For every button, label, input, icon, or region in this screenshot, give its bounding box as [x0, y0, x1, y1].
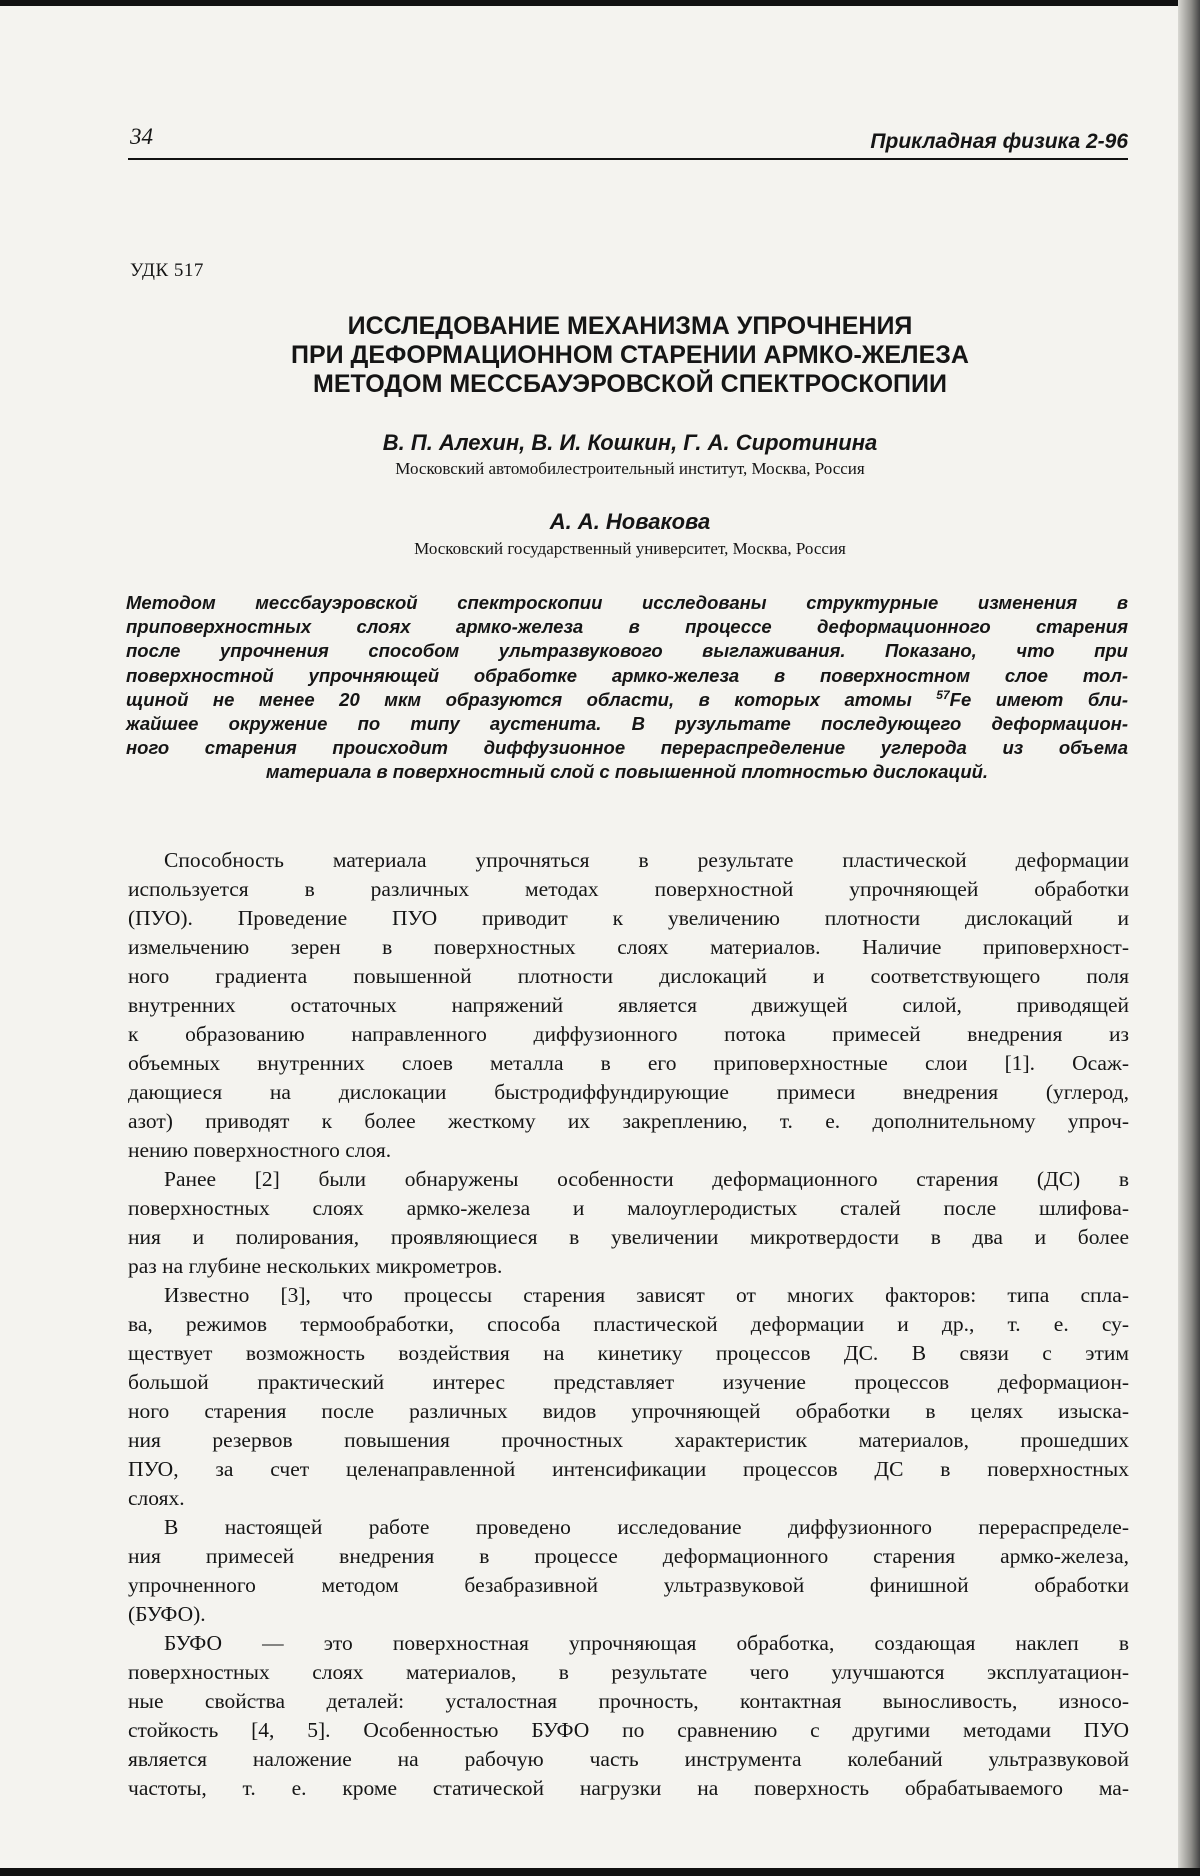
- title-line: ПРИ ДЕФОРМАЦИОННОМ СТАРЕНИИ АРМКО-ЖЕЛЕЗА: [291, 341, 969, 369]
- body-line: ного градиента повышенной плотности дислокаций и соответствующего поля: [128, 964, 1129, 988]
- body-line: В настоящей работе проведено исследование диффузионного перераспределе-: [164, 1515, 1129, 1539]
- abstract: [126, 591, 1128, 785]
- body-line: нению поверхностного слоя.: [128, 1138, 392, 1162]
- body-line: стойкость [4, 5]. Особенностью БУФО по сравнению с другими методами ПУО: [128, 1718, 1129, 1742]
- page-number: 34: [130, 124, 153, 149]
- body-line: дающиеся на дислокации быстродиффундирующие примеси внедрения (углерод,: [128, 1080, 1129, 1104]
- body-line: ществует возможность воздействия на кинетику процессов ДС. В связи с этим: [128, 1341, 1129, 1365]
- body-line: (БУФО).: [128, 1602, 206, 1626]
- running-head: [128, 124, 1128, 160]
- body-line: большой практический интерес представляет изучение процессов деформацион-: [128, 1370, 1129, 1394]
- body-line: Известно [3], что процессы старения зависят от многих факторов: типа спла-: [164, 1283, 1129, 1307]
- article-body: [128, 846, 1129, 1803]
- body-line: ПУО, за счет целенаправленной интенсификации процессов ДС в поверхностных: [128, 1457, 1129, 1481]
- body-line: объемных внутренних слоев металла в его приповерхностные слои [1]. Осаж-: [128, 1051, 1129, 1075]
- title-line: МЕТОДОМ МЕССБАУЭРОВСКОЙ СПЕКТРОСКОПИИ: [313, 370, 947, 398]
- body-line: к образованию направленного диффузионного потока примесей внедрения из: [128, 1022, 1129, 1046]
- body-line: ва, режимов термообработки, способа пластической деформации и др., т. е. су-: [128, 1312, 1129, 1336]
- body-line: Ранее [2] были обнаружены особенности деформационного старения (ДС) в: [164, 1167, 1129, 1191]
- title-line: ИССЛЕДОВАНИЕ МЕХАНИЗМА УПРОЧНЕНИЯ: [347, 312, 913, 340]
- scan-edge-top: [0, 0, 1200, 6]
- body-line: (ПУО). Проведение ПУО приводит к увеличению плотности дислокаций и: [128, 906, 1129, 930]
- body-line: ния примесей внедрения в процессе деформационного старения армко-железа,: [128, 1544, 1129, 1568]
- body-line: ния и полирования, проявляющиеся в увеличении микротвердости в два и более: [128, 1225, 1129, 1249]
- abstract-line: жайшее окружение по типу аустенита. В рузультате последующего деформацион-: [126, 712, 1128, 734]
- scan-edge-right: [1178, 0, 1200, 1876]
- body-line: поверхностных слоях армко-железа и малоуглеродистых сталей после шлифова-: [128, 1196, 1129, 1220]
- author-affiliation: Московский автомобилестроительный институт, Москва, Россия: [395, 459, 865, 478]
- author-names: В. П. Алехин, В. И. Кошкин, Г. А. Сиротинина: [382, 430, 878, 455]
- body-line: используется в различных методах поверхностной упрочняющей обработки: [128, 877, 1129, 901]
- article-title: [130, 312, 1130, 399]
- body-line: раз на глубине нескольких микрометров.: [128, 1254, 503, 1278]
- abstract-line: Методом мессбауэровской спектроскопии исследованы структурные изменения в: [126, 592, 1128, 613]
- author-affiliation: Московский государственный университет, Москва, Россия: [414, 539, 846, 558]
- udk-code: УДК 517: [130, 260, 204, 281]
- body-line: упрочненного методом безабразивной ультразвуковой финишной обработки: [128, 1573, 1129, 1597]
- body-line: азот) приводят к более жесткому их закреплению, т. е. дополнительному упроч-: [128, 1109, 1129, 1133]
- body-line: ные свойства деталей: усталостная прочность, контактная выносливость, износо-: [128, 1689, 1129, 1713]
- abstract-line: поверхностной упрочняющей обработке армко-железа в поверхностном слое тол-: [126, 664, 1128, 686]
- isotope-superscript: 57: [936, 687, 950, 702]
- abstract-line: ного старения происходит диффузионное перераспределение углерода из объема: [126, 737, 1128, 759]
- scan-edge-bottom: [0, 1868, 1200, 1876]
- body-line: частоты, т. е. кроме статической нагрузки на поверхность обрабатываемого ма-: [128, 1776, 1129, 1800]
- body-line: Способность материала упрочняться в результате пластической деформации: [164, 848, 1129, 872]
- abstract-line: материала в поверхностный слой с повышенной плотностью дислокаций.: [265, 761, 989, 783]
- body-line: слоях.: [128, 1486, 185, 1510]
- body-line: поверхностных слоях материалов, в результате чего улучшаются эксплуатацион-: [128, 1660, 1129, 1684]
- body-line: ния резервов повышения прочностных характеристик материалов, прошедших: [128, 1428, 1129, 1452]
- abstract-line: приповерхностных слоях армко-железа в процессе деформационного старения: [126, 616, 1128, 638]
- author-names: А. А. Новакова: [549, 509, 711, 534]
- abstract-line: после упрочнения способом ультразвукового выглаживания. Показано, что при: [126, 640, 1128, 662]
- body-line: внутренних остаточных напряжений является движущей силой, приводящей: [128, 993, 1129, 1017]
- body-line: БУФО — это поверхностная упрочняющая обработка, создающая наклеп в: [164, 1631, 1129, 1655]
- body-line: является наложение на рабочую часть инструмента колебаний ультразвуковой: [128, 1747, 1129, 1771]
- abstract-line: [126, 688, 1128, 712]
- body-line: ного старения после различных видов упрочняющей обработки в целях изыска-: [128, 1399, 1129, 1423]
- abstract-line-tail: Fe имеют бли-: [949, 688, 1128, 710]
- abstract-line-text: щиной не менее 20 мкм образуются области, в которых атомы: [126, 688, 937, 710]
- journal-name: Прикладная физика 2-96: [870, 130, 1128, 153]
- body-line: измельчению зерен в поверхностных слоях материалов. Наличие приповерхност-: [128, 935, 1129, 959]
